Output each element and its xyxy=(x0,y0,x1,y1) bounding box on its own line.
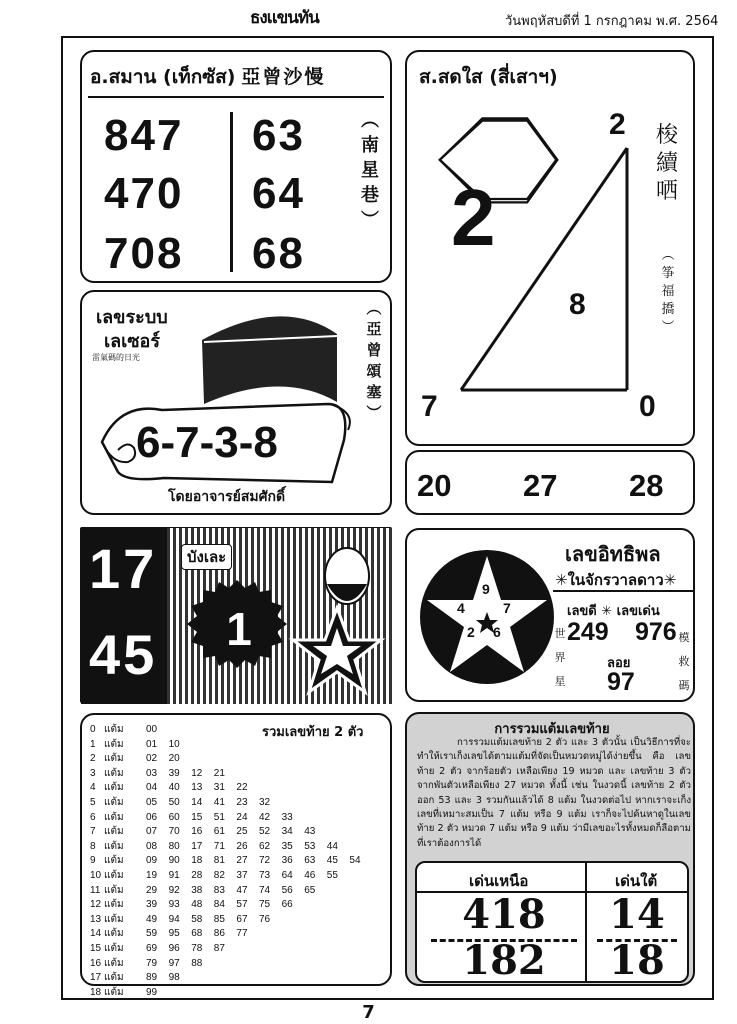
two-digit-number: 67 xyxy=(236,913,248,925)
two-digit-number: 82 xyxy=(213,869,225,881)
two-digit-number: 27 xyxy=(236,855,248,867)
float-number: 97 xyxy=(607,668,635,696)
side-char: 世 xyxy=(554,627,566,640)
column-divider xyxy=(585,863,587,981)
two-digit-number: 36 xyxy=(281,855,293,867)
two-digit-number: 31 xyxy=(213,782,225,794)
two-digit-number: 61 xyxy=(213,826,225,838)
south-number: 18 xyxy=(609,937,665,984)
two-digit-number: 41 xyxy=(213,796,225,808)
laser-side-text: ︵ 亞 曾 頌 塞 ︶ xyxy=(362,298,386,424)
ittiphon-title: เลขอิทธิพล xyxy=(565,542,661,566)
point-label: แต้ม xyxy=(104,855,124,867)
point-label: แต้ม xyxy=(104,767,124,779)
two-digit-number: 65 xyxy=(304,884,316,896)
two-digit-number: 64 xyxy=(281,869,293,881)
two-digit-number: 45 xyxy=(326,855,338,867)
sodsai-box xyxy=(405,50,695,446)
point-label: แต้ม xyxy=(104,942,124,954)
divider xyxy=(88,96,384,98)
two-digit-number: 56 xyxy=(281,884,293,896)
laser-box xyxy=(80,290,392,515)
two-digit-number: 18 xyxy=(191,855,203,867)
two-digit-number: 94 xyxy=(168,913,180,925)
two-digit-number: 00 xyxy=(146,724,158,735)
two-digit-number: 93 xyxy=(168,899,180,911)
two-digit-number: 39 xyxy=(168,767,180,779)
saman-side-text: ︵ 南 星 巷 ︶ xyxy=(358,108,382,233)
two-digit-number: 46 xyxy=(304,869,316,881)
two-digit-number: 24 xyxy=(236,811,248,823)
saman-left-number: 847 xyxy=(104,111,184,160)
point-value: 15 xyxy=(90,942,102,954)
two-digit-number: 13 xyxy=(191,782,203,794)
point-value: 8 xyxy=(90,840,96,852)
north-label: เด่นเหนือ xyxy=(469,872,529,890)
sodsai-side-char: 哂 xyxy=(655,179,678,204)
sodsai-side-char: 續 xyxy=(655,151,678,176)
two-digit-number: 05 xyxy=(146,796,158,808)
point-value: 5 xyxy=(90,796,96,808)
sodsai-side-char: 梭 xyxy=(655,123,678,148)
two-digit-number: 63 xyxy=(304,855,316,867)
laser-title-line2: เลเซอร์ xyxy=(104,331,161,352)
two-digit-number: 75 xyxy=(259,899,271,911)
point-value: 17 xyxy=(90,972,102,984)
two-digit-number: 60 xyxy=(168,811,180,823)
two-digit-number: 50 xyxy=(168,796,180,808)
triangle-bottom-right-number: 0 xyxy=(639,390,656,423)
point-label: แต้ม xyxy=(104,796,124,808)
two-digit-number: 04 xyxy=(146,782,158,794)
two-digit-number: 22 xyxy=(236,782,248,794)
two-digit-number: 38 xyxy=(191,884,203,896)
saman-side-char: 南 xyxy=(361,135,379,156)
two-digit-number: 97 xyxy=(168,957,180,969)
ittiphon-subtitle: ✳ในจักรวาลดาว✳ xyxy=(555,571,677,589)
sodsai-side-char: 筝 xyxy=(661,266,675,281)
sodsai-title: ส.สดใส (สี่เสาฯ) xyxy=(419,66,558,88)
two-digit-number: 95 xyxy=(168,928,180,940)
two-digit-number: 06 xyxy=(146,811,158,823)
two-digit-number: 79 xyxy=(146,957,158,969)
ittiphon-box xyxy=(405,528,695,702)
two-digit-number: 26 xyxy=(236,840,248,852)
laser-author: โดยอาจารย์สมศักดิ์ xyxy=(168,489,286,505)
scroll-ribbon-illustration xyxy=(82,292,394,517)
two-digit-number: 86 xyxy=(213,928,225,940)
laser-side-char: 曾 xyxy=(366,341,382,359)
two-digit-number: 02 xyxy=(146,753,158,765)
two-digit-number: 40 xyxy=(168,782,180,794)
sodsai-side-char: 撟 xyxy=(661,302,675,317)
sodsai-side-text xyxy=(653,122,681,206)
point-label: แต้ม xyxy=(104,753,124,765)
two-digit-number: 15 xyxy=(191,811,203,823)
point-label: แต้ม xyxy=(104,884,124,896)
point-label: แต้ม xyxy=(104,826,124,838)
laser-caption: 雷氣碼的日光 xyxy=(92,353,140,362)
triangle-top-number: 2 xyxy=(609,108,626,141)
ittiphon-side-right xyxy=(677,626,691,698)
two-digit-number: 78 xyxy=(191,942,203,954)
page-number: 7 xyxy=(362,1002,375,1023)
side-char: 界 xyxy=(554,651,566,664)
sum-table-title: รวมเลขท้าย 2 ตัว xyxy=(262,725,364,740)
prominent-number: 976 xyxy=(635,618,677,646)
two-digit-number: 25 xyxy=(236,826,248,838)
point-value: 4 xyxy=(90,782,96,794)
sum-table-box xyxy=(80,713,392,998)
two-digit-number: 88 xyxy=(191,957,203,969)
issue-date: วันพฤหัสบดีที่ 1 กรกฎาคม พ.ศ. 2564 xyxy=(505,14,719,29)
north-number: 418 xyxy=(462,891,546,938)
point-label: แต้ม xyxy=(104,811,124,823)
point-value: 9 xyxy=(90,855,96,867)
two-digit-number: 80 xyxy=(168,840,180,852)
two-digit-number: 84 xyxy=(213,899,225,911)
point-value: 6 xyxy=(90,811,96,823)
two-digit-number: 85 xyxy=(213,913,225,925)
point-label: แต้ม xyxy=(104,869,124,881)
south-label: เด่นใต้ xyxy=(615,872,658,890)
point-value: 16 xyxy=(90,957,102,969)
two-digit-number: 17 xyxy=(191,840,203,852)
two-digit-number: 33 xyxy=(281,811,293,823)
triangle-center-number: 8 xyxy=(569,288,586,321)
point-value: 13 xyxy=(90,913,102,925)
two-digit-number: 87 xyxy=(213,942,225,954)
two-digit-number: 21 xyxy=(213,767,225,779)
two-digit-number: 32 xyxy=(259,796,271,808)
two-digit-number: 73 xyxy=(259,869,271,881)
bangle-number: 45 xyxy=(89,623,158,686)
row-number: 20 xyxy=(417,468,452,503)
two-digit-number: 34 xyxy=(281,826,293,838)
two-digit-number: 14 xyxy=(191,796,203,808)
two-digit-number: 43 xyxy=(304,826,316,838)
two-digit-number: 51 xyxy=(213,811,225,823)
saman-right-number: 63 xyxy=(252,111,305,160)
two-digit-number: 16 xyxy=(191,826,203,838)
north-number: 182 xyxy=(462,937,546,984)
point-label: แต้ม xyxy=(104,899,124,911)
two-digit-number: 08 xyxy=(146,840,158,852)
point-value: 3 xyxy=(90,767,96,779)
bangle-box xyxy=(80,527,392,703)
laser-side-char: 塞 xyxy=(366,383,382,401)
saman-side-char: 巷 xyxy=(361,185,379,206)
saman-left-number: 470 xyxy=(104,169,184,218)
point-label: แต้ม xyxy=(104,782,124,794)
two-digit-number: 68 xyxy=(191,928,203,940)
bangle-number: 17 xyxy=(89,537,158,600)
two-digit-number: 59 xyxy=(146,928,158,940)
two-digit-number: 47 xyxy=(236,884,248,896)
two-digit-number: 01 xyxy=(146,738,158,750)
points-title: การรวมแต้มเลขท้าย xyxy=(494,722,610,737)
points-body: การรวมแต้มเลขท้าย 2 ตัว และ 3 ตัวนั้น เป็นวิธีการที่จะทำให้เราเก็งเลขได้ตามแต้มที่จัดเป็นหมวดหมู่ได้ง่ายขึ้น คือ เลขท้าย 2 ตัว จากร้อยตัว เหลือเพียง 19 หมวด และ เลขท้าย 3 ตัว จากพันตัวเหลือเพียง 27 หมวด ทั้งนี้ เช่น ในงวดนี้ เลขท้าย 2 ตัวออก 53 และ 3 รวมกันแล้วได้ 8 แต้ม ในงวดต่อไป หากเราจะเก็งเลขที่เหมาะสมเป็น 7 แต้ม หรือ 9 แต้ม เราก็จะไปค้นหาดูในเลขท้าย 2 ตัว หมวด 7 แต้ม หรือ 9 แต้ม ว่ามีเลขอะไรทั้งหมดก็ลือตามที่เราต้องการได้ xyxy=(417,737,691,849)
two-digit-number: 99 xyxy=(146,986,158,998)
prominent-numbers-panel xyxy=(415,861,689,983)
column-divider xyxy=(230,112,233,272)
two-digit-number: 69 xyxy=(146,942,158,954)
two-digit-number: 70 xyxy=(168,826,180,838)
two-digit-number: 98 xyxy=(168,972,180,984)
two-digit-number: 89 xyxy=(146,972,158,984)
page-header xyxy=(0,0,737,32)
two-digit-number: 83 xyxy=(213,884,225,896)
sodsai-side-text-small: ︵ 筝 福 撟 ︶ xyxy=(659,247,677,337)
saman-right-number: 68 xyxy=(252,229,305,278)
two-digit-number: 90 xyxy=(168,855,180,867)
two-digit-number: 48 xyxy=(191,899,203,911)
divider xyxy=(553,590,693,592)
two-digit-number: 35 xyxy=(281,840,293,852)
number-row-box xyxy=(405,450,695,515)
saman-box xyxy=(80,50,392,283)
good-number: 249 xyxy=(567,618,609,646)
newspaper-logo: ธงแขนทัน xyxy=(250,8,319,28)
saman-right-number: 64 xyxy=(252,169,305,218)
two-digit-number: 66 xyxy=(281,899,293,911)
two-digit-number: 52 xyxy=(259,826,271,838)
saman-title-chinese: 亞曾沙慢 xyxy=(241,66,326,88)
point-label: แต้ม xyxy=(104,957,124,969)
two-digit-number: 91 xyxy=(168,869,180,881)
laser-side-char: 亞 xyxy=(366,320,382,338)
point-value: 18 xyxy=(90,986,102,998)
star-number: 6 xyxy=(493,624,501,640)
two-digit-number: 58 xyxy=(191,913,203,925)
laser-title-line1: เลขระบบ xyxy=(96,307,168,328)
two-digit-number: 03 xyxy=(146,767,158,779)
point-value: 12 xyxy=(90,899,102,911)
point-label: แต้ม xyxy=(104,928,124,940)
two-digit-number: 19 xyxy=(146,869,158,881)
two-digit-number: 10 xyxy=(168,738,180,750)
sodsai-hex-number: 2 xyxy=(451,173,496,262)
bangle-center-number: 1 xyxy=(226,603,252,655)
two-digit-number: 20 xyxy=(168,753,180,765)
point-value: 10 xyxy=(90,869,102,881)
two-digit-number: 57 xyxy=(236,899,248,911)
side-char: 碼 xyxy=(678,679,690,692)
side-char: 救 xyxy=(678,655,690,668)
saman-side-char: 星 xyxy=(361,160,379,181)
star-number: 4 xyxy=(457,600,465,616)
two-digit-number: 72 xyxy=(259,855,271,867)
point-label: แต้ม xyxy=(104,840,124,852)
point-value: 2 xyxy=(90,753,96,765)
south-number: 14 xyxy=(609,891,665,938)
row-number: 28 xyxy=(629,468,664,503)
two-digit-number: 77 xyxy=(236,928,248,940)
two-digit-number: 54 xyxy=(349,855,361,867)
sodsai-side-char: 福 xyxy=(661,284,675,299)
triangle-bottom-left-number: 7 xyxy=(421,390,438,423)
two-digit-number: 44 xyxy=(326,840,338,852)
point-label: แต้ม xyxy=(104,986,124,998)
good-label: เลขดี ✳ เลขเด่น xyxy=(567,604,660,619)
two-digit-number: 37 xyxy=(236,869,248,881)
two-digit-number: 71 xyxy=(213,840,225,852)
point-label: แต้ม xyxy=(104,972,124,984)
point-value: 11 xyxy=(90,884,101,896)
point-label: แต้ม xyxy=(104,724,124,735)
two-digit-number: 76 xyxy=(259,913,271,925)
bangle-banner: บังเละ xyxy=(181,544,232,570)
two-digit-number: 62 xyxy=(259,840,271,852)
two-digit-number: 49 xyxy=(146,913,158,925)
two-digit-number: 39 xyxy=(146,899,158,911)
two-digit-number: 53 xyxy=(304,840,316,852)
points-explainer-box xyxy=(405,712,695,986)
two-digit-number: 42 xyxy=(259,811,271,823)
two-digit-number: 81 xyxy=(213,855,225,867)
point-value: 1 xyxy=(90,738,96,750)
star-circle-graphic xyxy=(417,542,557,692)
two-digit-number: 29 xyxy=(146,884,158,896)
star-number: 7 xyxy=(503,600,511,616)
saman-title xyxy=(90,62,325,92)
laser-number: 6-7-3-8 xyxy=(136,418,278,467)
two-digit-number: 07 xyxy=(146,826,158,838)
float-label: ลอย xyxy=(607,656,631,671)
side-char: 星 xyxy=(554,675,566,688)
star-number: 9 xyxy=(482,581,490,597)
saman-title-thai: อ.สมาน (เท็กซัส) xyxy=(90,66,236,88)
two-digit-number: 09 xyxy=(146,855,158,867)
two-digit-number: 23 xyxy=(236,796,248,808)
two-digit-number: 28 xyxy=(191,869,203,881)
laser-side-char: 頌 xyxy=(366,362,382,380)
point-value: 14 xyxy=(90,928,102,940)
row-number: 27 xyxy=(523,468,558,503)
two-digit-number: 55 xyxy=(326,869,338,881)
point-label: แต้ม xyxy=(104,913,124,925)
side-char: 模 xyxy=(678,631,690,644)
two-digit-number: 92 xyxy=(168,884,180,896)
two-digit-number: 12 xyxy=(191,767,203,779)
point-value: 0 xyxy=(90,724,96,735)
two-digit-number: 74 xyxy=(259,884,271,896)
point-label: แต้ม xyxy=(104,738,124,750)
black-panel xyxy=(81,528,167,704)
two-digit-number: 96 xyxy=(168,942,180,954)
ittiphon-side-left xyxy=(553,622,567,694)
point-value: 7 xyxy=(90,826,96,838)
saman-left-number: 708 xyxy=(104,229,184,278)
star-number: 2 xyxy=(467,624,475,640)
